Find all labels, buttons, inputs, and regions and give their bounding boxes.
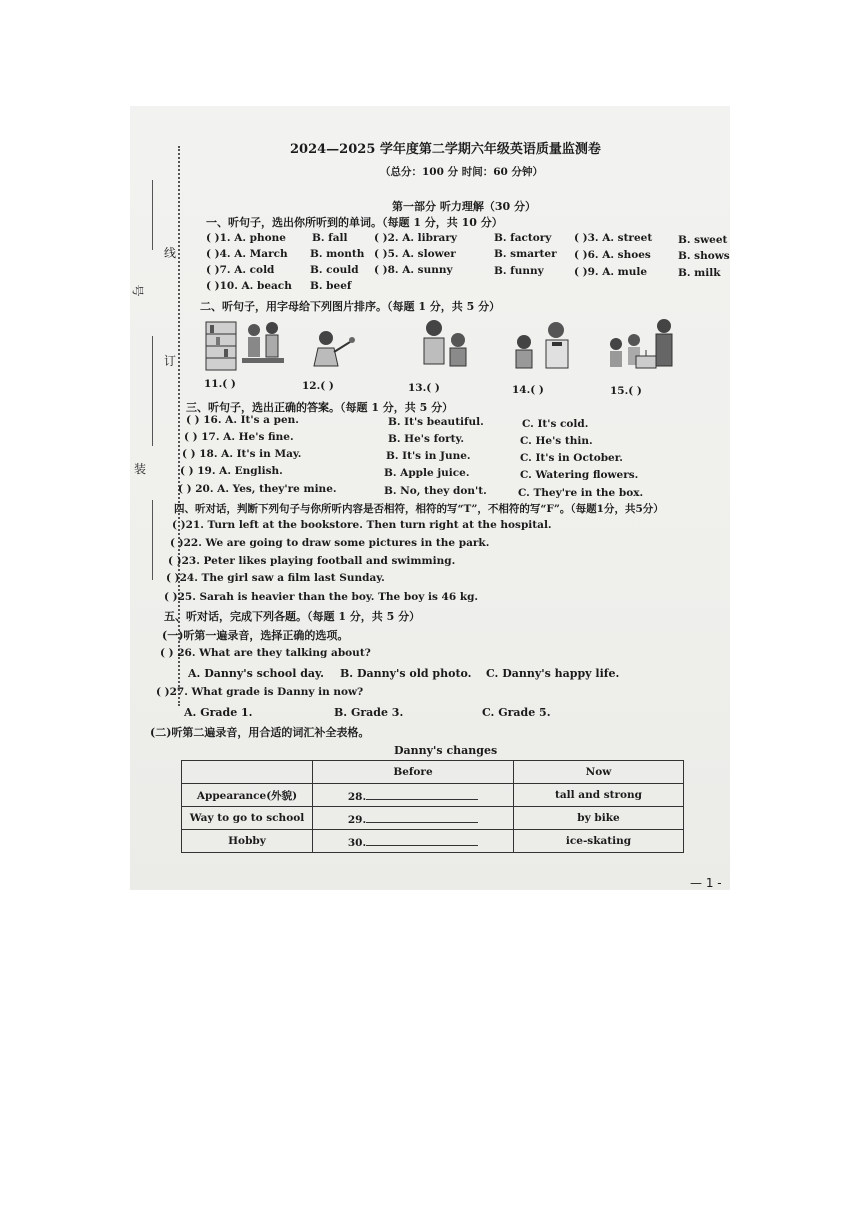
question-9: ( )9. A. mule <box>574 266 648 278</box>
answer-30-blank[interactable] <box>366 834 478 846</box>
row-label-way-to-school: Way to go to school <box>182 807 313 830</box>
option-3b: B. sweet <box>678 234 728 246</box>
section2-heading: 二、听句子，用字母给下列图片排序。（每题 1 分，共 5 分） <box>200 300 501 313</box>
exam-subtitle: （总分：100 分 时间：60 分钟） <box>380 166 543 178</box>
margin-field-line <box>152 180 153 250</box>
row-label-hobby: Hobby <box>182 830 313 853</box>
question-25: ( )25. Sarah is heavier than the boy. The boy is 46 kg. <box>164 591 479 603</box>
now-way-to-school: by bike <box>514 807 684 830</box>
option-27b: B. Grade 3. <box>334 706 404 719</box>
table-title: Danny's changes <box>394 744 498 757</box>
margin-label-zhuang: 装 <box>134 462 147 476</box>
exam-paper <box>130 106 730 890</box>
option-18b: B. It's in June. <box>386 450 471 462</box>
question-16: ( ) 16. A. It's a pen. <box>186 414 299 426</box>
section5-heading: 五、听对话，完成下列各题。（每题 1 分，共 5 分） <box>164 610 421 623</box>
row-label-appearance: Appearance(外貌) <box>182 784 313 807</box>
option-2b: B. factory <box>494 232 552 244</box>
table-row <box>182 807 684 830</box>
margin-label-xian: 线 <box>164 246 177 260</box>
table-row <box>182 830 684 853</box>
question-21: ( )21. Turn left at the bookstore. Then turn right at the hospital. <box>172 519 552 531</box>
margin-label-ding: 订 <box>164 354 177 368</box>
picture-14-doctor-icon <box>506 318 578 374</box>
question-19: ( ) 19. A. English. <box>180 465 283 477</box>
table-header-before: Before <box>313 761 514 784</box>
margin-label-hao: 号 <box>130 284 145 297</box>
option-27c: C. Grade 5. <box>482 706 551 719</box>
table-header-now: Now <box>514 761 684 784</box>
option-16b: B. It's beautiful. <box>388 416 484 428</box>
answer-30-cell[interactable] <box>313 830 514 853</box>
option-8b: B. funny <box>494 265 544 277</box>
section5-sub2: (二)听第二遍录音，用合适的词汇补全表格。 <box>150 726 370 739</box>
question-5: ( )5. A. slower <box>374 248 456 260</box>
answer-28-blank[interactable] <box>366 788 478 800</box>
answer-29-number: 29. <box>347 813 367 826</box>
question-7: ( )7. A. cold <box>206 264 275 276</box>
option-19b: B. Apple juice. <box>384 467 470 479</box>
table-header-row <box>182 761 684 784</box>
option-20b: B. No, they don't. <box>384 485 487 497</box>
answer-28-number: 28. <box>347 790 367 803</box>
section3-heading: 三、听句子，选出正确的答案。（每题 1 分，共 5 分） <box>186 401 454 414</box>
question-18: ( ) 18. A. It's in May. <box>182 448 302 460</box>
picture-11-library-icon <box>204 316 286 374</box>
margin-field-line <box>152 500 153 580</box>
now-appearance: tall and strong <box>514 784 684 807</box>
question-20: ( ) 20. A. Yes, they're mine. <box>178 483 337 495</box>
question-1: ( )1. A. phone <box>206 232 286 244</box>
picture-label-13: 13.( ) <box>408 382 440 394</box>
question-17: ( ) 17. A. He's fine. <box>184 431 294 443</box>
answer-29-blank[interactable] <box>366 811 478 823</box>
margin-field-line <box>152 336 153 446</box>
picture-label-15: 15.( ) <box>610 385 642 397</box>
option-9b: B. milk <box>678 267 721 279</box>
answer-29-cell[interactable] <box>313 807 514 830</box>
option-27a: A. Grade 1. <box>184 706 253 719</box>
question-6: ( )6. A. shoes <box>574 249 651 261</box>
picture-13-people-icon <box>412 318 476 374</box>
option-20c: C. They're in the box. <box>518 487 644 499</box>
option-10b: B. beef <box>310 280 352 292</box>
section5-sub1: (一)听第一遍录音，选择正确的选项。 <box>162 629 349 642</box>
option-26a: A. Danny's school day. <box>188 667 324 680</box>
part-heading: 第一部分 听力理解（30 分） <box>392 200 536 213</box>
table-row <box>182 784 684 807</box>
option-6b: B. shows <box>678 250 730 262</box>
option-5b: B. smarter <box>494 248 557 260</box>
option-19c: C. Watering flowers. <box>520 469 639 481</box>
exam-title: 2024—2025 学年度第二学期六年级英语质量监测卷 <box>290 142 601 157</box>
now-hobby: ice-skating <box>514 830 684 853</box>
picture-label-11: 11.( ) <box>204 378 236 390</box>
option-7b: B. could <box>310 264 359 276</box>
picture-label-12: 12.( ) <box>302 380 334 392</box>
picture-15-birthday-icon <box>606 316 680 376</box>
question-4: ( )4. A. March <box>206 248 288 260</box>
option-18c: C. It's in October. <box>520 452 623 464</box>
question-22: ( )22. We are going to draw some pictures in the park. <box>170 537 490 549</box>
answer-28-cell[interactable] <box>313 784 514 807</box>
question-23: ( )23. Peter likes playing football and swimming. <box>168 555 456 567</box>
danny-changes-table <box>181 760 684 853</box>
question-10: ( )10. A. beach <box>206 280 292 292</box>
option-17b: B. He's forty. <box>388 433 465 445</box>
question-8: ( )8. A. sunny <box>374 264 453 276</box>
option-26c: C. Danny's happy life. <box>486 667 620 680</box>
picture-label-14: 14.( ) <box>512 384 544 396</box>
picture-12-girl-icon <box>306 328 362 372</box>
option-16c: C. It's cold. <box>522 418 589 430</box>
option-4b: B. month <box>310 248 365 260</box>
section1-heading: 一、听句子，选出你所听到的单词。（每题 1 分，共 10 分） <box>206 216 503 229</box>
question-24: ( )24. The girl saw a film last Sunday. <box>166 572 385 584</box>
question-27: ( )27. What grade is Danny in now? <box>156 686 364 698</box>
section4-heading: 四、听对话，判断下列句子与你所听内容是否相符，相符的写“T”，不相符的写“F”。（每题1分，共5分） <box>174 503 664 515</box>
option-17c: C. He's thin. <box>520 435 593 447</box>
answer-30-number: 30. <box>347 836 367 849</box>
option-1b: B. fall <box>312 232 348 244</box>
question-26: ( ) 26. What are they talking about? <box>160 647 371 659</box>
question-3: ( )3. A. street <box>574 232 653 244</box>
option-26b: B. Danny's old photo. <box>340 667 472 680</box>
table-header-blank <box>182 761 313 784</box>
question-2: ( )2. A. library <box>374 232 457 244</box>
page-number: — 1 - <box>690 876 722 890</box>
